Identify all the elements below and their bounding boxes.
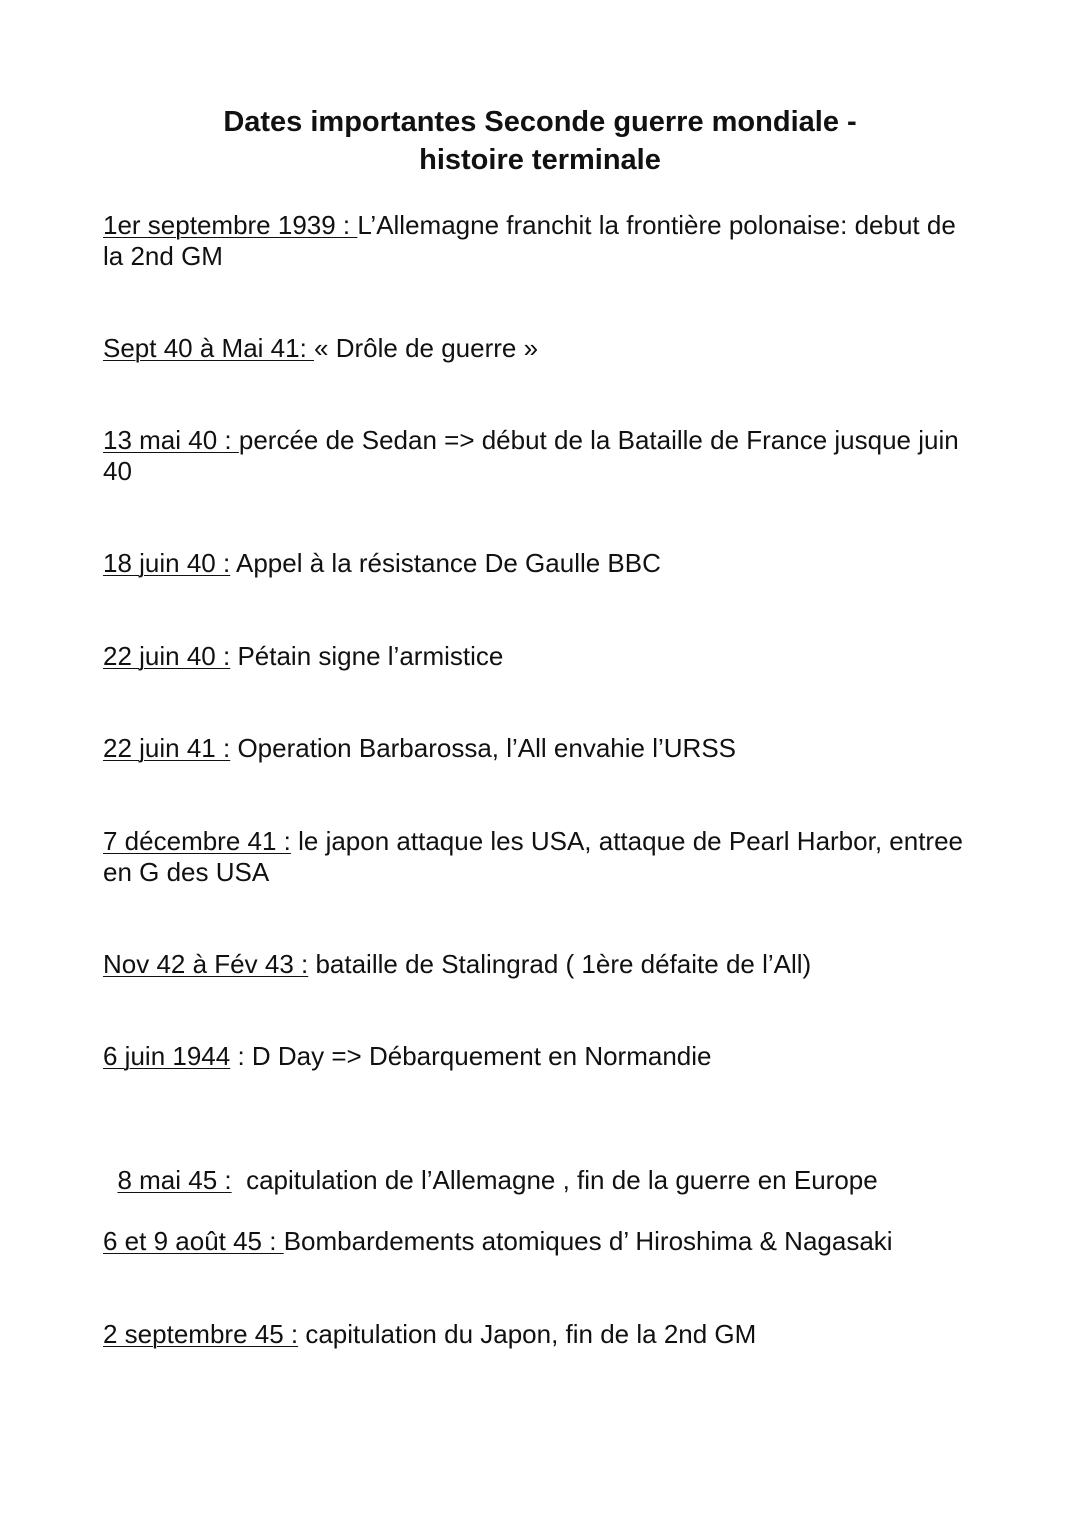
timeline-entry-capitulation-allemagne	[103, 1134, 983, 1196]
entry-date: 1er septembre 1939 :	[103, 210, 358, 240]
entry-text: Bombardements atomiques d’ Hiroshima & Nagasaki	[283, 1226, 893, 1256]
entry-date: 18 juin 40 :	[103, 548, 231, 578]
entry-text: Pétain signe l’armistice	[230, 641, 504, 671]
title-line-2: histoire terminale	[419, 144, 661, 176]
timeline-entry-barbarossa	[103, 733, 983, 764]
entry-date: Nov 42 à Fév 43 :	[103, 949, 309, 979]
entry-date: 22 juin 41 :	[103, 733, 231, 763]
entry-text: Appel à la résistance De Gaulle BBC	[230, 548, 661, 578]
entry-text: percée de Sedan => début de la Bataille de France jusque juin 40	[103, 425, 959, 486]
entry-text: « Drôle de guerre »	[314, 333, 539, 363]
timeline-entry-pearl-harbor	[103, 826, 983, 888]
entry-date: 6 et 9 août 45 :	[103, 1226, 284, 1256]
page-title	[0, 103, 1080, 179]
timeline-entry-appel-18-juin	[103, 548, 983, 579]
entry-text: bataille de Stalingrad ( 1ère défaite de l’All)	[308, 949, 812, 979]
entry-text: L’Allemagne franchit la frontière polonaise: debut de la 2nd GM	[103, 210, 956, 271]
entry-text: capitulation du Japon, fin de la 2nd GM	[298, 1319, 757, 1349]
timeline-entry-drole-de-guerre	[103, 333, 983, 364]
timeline-entry-bombardements-atomiques	[103, 1226, 983, 1257]
entry-date: 13 mai 40 :	[103, 425, 239, 455]
timeline-entry-1939-09-01	[103, 210, 983, 272]
entry-date: 6 juin 1944	[103, 1041, 231, 1071]
entry-date: 2 septembre 45 :	[103, 1319, 299, 1349]
entry-text: le japon attaque les USA, attaque de Pearl Harbor, entree en G des USA	[103, 826, 963, 887]
title-line-1: Dates importantes Seconde guerre mondiale -	[223, 106, 857, 138]
entry-text: capitulation de l’Allemagne , fin de la guerre en Europe	[231, 1165, 878, 1195]
timeline-entry-armistice	[103, 641, 983, 672]
timeline-entry-d-day	[103, 1041, 983, 1072]
timeline-entry-capitulation-japon	[103, 1319, 983, 1350]
entry-date: 7 décembre 41 :	[103, 826, 291, 856]
timeline-entry-stalingrad	[103, 949, 983, 980]
entry-text: : D Day => Débarquement en Normandie	[230, 1041, 712, 1071]
entry-text: Operation Barbarossa, l’All envahie l’URSS	[230, 733, 737, 763]
entry-date: 8 mai 45 :	[117, 1165, 232, 1195]
entry-date: Sept 40 à Mai 41:	[103, 333, 315, 363]
entry-date: 22 juin 40 :	[103, 641, 231, 671]
timeline-entry-sedan	[103, 425, 983, 487]
